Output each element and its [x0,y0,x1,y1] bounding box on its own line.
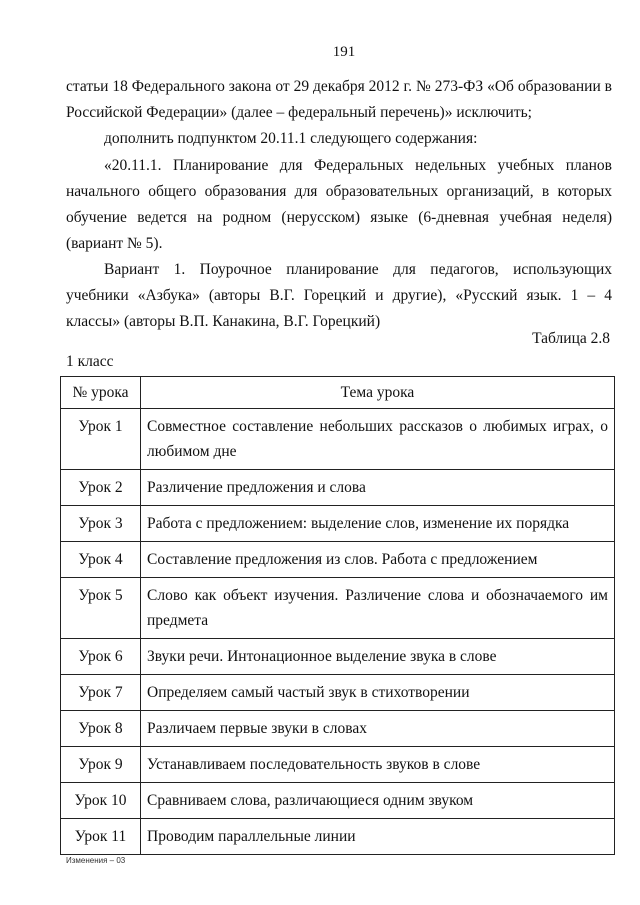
lesson-number: Урок 11 [61,819,141,855]
table-row [61,747,615,783]
lesson-number: Урок 8 [61,711,141,747]
lesson-topic: Сравниваем слова, различающиеся одним звуком [141,783,615,819]
lessons-table [60,376,615,855]
table-row [61,578,615,639]
class-label: 1 класс [66,353,114,370]
lesson-number: Урок 1 [61,409,141,470]
lesson-topic: Слово как объект изучения. Различение слова и обозначаемого им предмета [141,578,615,639]
table-row [61,409,615,470]
lesson-topic: Различение предложения и слова [141,470,615,506]
lesson-topic: Устанавливаем последовательность звуков в слове [141,747,615,783]
table-row [61,711,615,747]
lesson-topic: Совместное составление небольших рассказов о любимых играх, о любимом дне [141,409,615,470]
lesson-number: Урок 9 [61,747,141,783]
table-label: Таблица 2.8 [532,330,610,347]
lesson-topic: Различаем первые звуки в словах [141,711,615,747]
table-row [61,819,615,855]
header-lesson-number: № урока [61,377,141,409]
table-row [61,506,615,542]
lesson-topic: Определяем самый частый звук в стихотворении [141,675,615,711]
paragraph-2: дополнить подпунктом 20.11.1 следующего содержания: [104,130,478,147]
lesson-number: Урок 7 [61,675,141,711]
lesson-number: Урок 5 [61,578,141,639]
table-row [61,542,615,578]
page-number: 191 [332,44,356,60]
lesson-topic: Проводим параллельные линии [141,819,615,855]
table-row [61,639,615,675]
footer-note: Изменения – 03 [66,856,126,865]
paragraph-4: Вариант 1. Поурочное планирование для педагогов, использующих учебники «Азбука» (авторы В.Г. Горецкий и другие), «Русский язык. 1 – 4 классы» (авторы В.П. Канакина, В.Г. Горецкий) [66,261,612,330]
table-header-row [61,377,615,409]
header-lesson-topic: Тема урока [141,377,615,409]
lesson-number: Урок 3 [61,506,141,542]
paragraph-1: статьи 18 Федерального закона от 29 декабря 2012 г. № 273-ФЗ «Об образовании в Российской Федерации» (далее – федеральный перечень)» исключить; [66,78,612,121]
lesson-number: Урок 2 [61,470,141,506]
paragraph-3: «20.11.1. Планирование для Федеральных недельных учебных планов начального общего образования для образовательных организаций, в которых обучение ведется на родном (нерусском) языке (6-дневная учебная неделя) (вариант № 5). [66,157,612,252]
table-row [61,675,615,711]
lesson-topic: Работа с предложением: выделение слов, изменение их порядка [141,506,615,542]
lesson-number: Урок 10 [61,783,141,819]
lesson-topic: Составление предложения из слов. Работа с предложением [141,542,615,578]
lesson-topic: Звуки речи. Интонационное выделение звука в слове [141,639,615,675]
table-row [61,783,615,819]
lesson-number: Урок 6 [61,639,141,675]
table-row [61,470,615,506]
lesson-number: Урок 4 [61,542,141,578]
